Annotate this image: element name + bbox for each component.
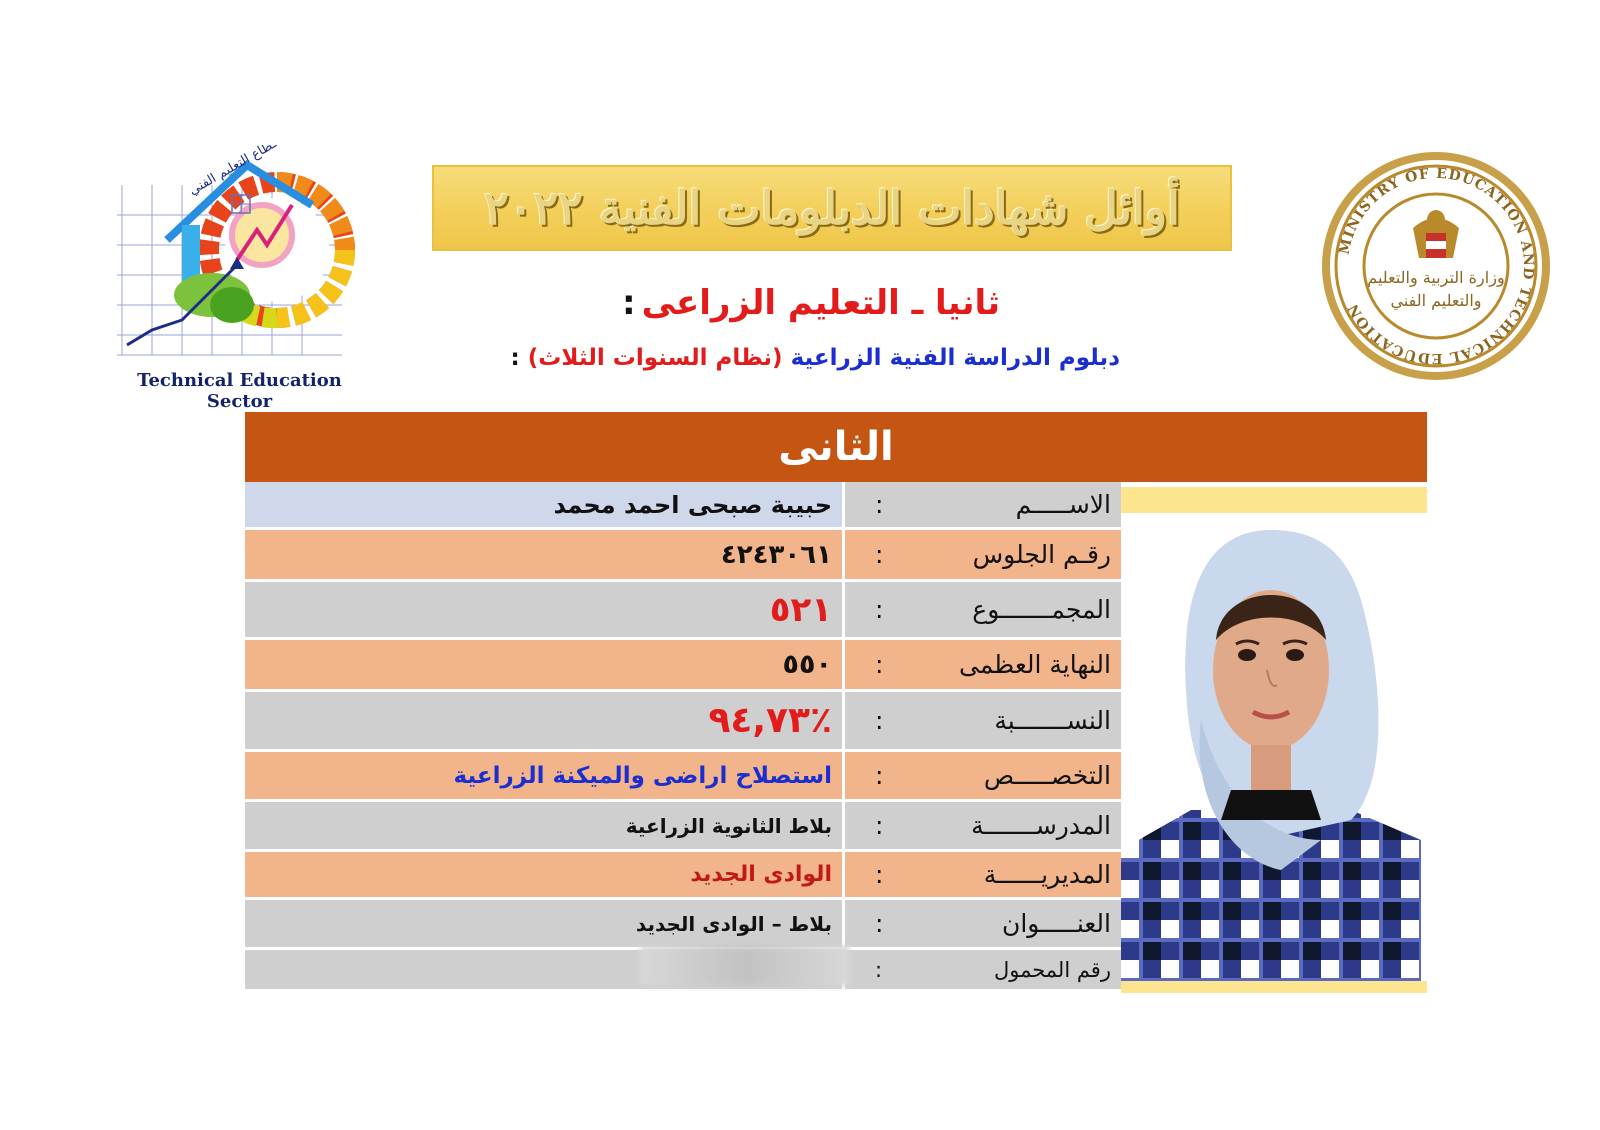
title-banner bbox=[432, 165, 1232, 251]
row-percentage bbox=[245, 692, 1121, 752]
mobile-label-cell bbox=[842, 950, 1121, 992]
seat-number-value: ٤٢٤٣٠٦١ bbox=[245, 530, 842, 582]
max-score-value: ٥٥٠ bbox=[245, 640, 842, 692]
address-label-cell bbox=[842, 900, 1121, 950]
banner-title: أوائل شهادات الدبلومات الفنية ٢٠٢٢ bbox=[484, 181, 1180, 235]
name-colon: : bbox=[875, 490, 884, 519]
subtitle-system: (نظام السنوات الثلاث) bbox=[527, 345, 783, 371]
school-label: المدرســـــــة bbox=[971, 811, 1111, 840]
row-address bbox=[245, 900, 1121, 950]
max-score-colon: : bbox=[875, 650, 884, 679]
subtitle-main: دبلوم الدراسة الفنية الزراعية bbox=[782, 345, 1120, 371]
seat-number-colon: : bbox=[875, 540, 884, 569]
directorate-label: المديريــــــة bbox=[983, 860, 1111, 889]
technical-education-sector-logo bbox=[112, 145, 367, 395]
total-value: ٥٢١ bbox=[245, 582, 842, 640]
seat-number-label-cell bbox=[842, 530, 1121, 582]
total-label-cell bbox=[842, 582, 1121, 640]
ministry-seal bbox=[1318, 148, 1554, 384]
specialization-label: التخصـــــص bbox=[983, 761, 1111, 790]
photo-top-strip bbox=[1121, 487, 1427, 513]
seat-number-label: رقـم الجلوس bbox=[972, 540, 1111, 569]
rank-label: الثانى bbox=[778, 424, 894, 470]
diploma-subtitle bbox=[480, 345, 1120, 385]
address-value: بلاط – الوادى الجديد bbox=[245, 900, 842, 950]
mobile-colon: : bbox=[875, 957, 883, 982]
sector-logo-arabic: قطاع التعليم الفني bbox=[186, 145, 281, 199]
section-title-colon: : bbox=[621, 283, 636, 323]
school-label-cell bbox=[842, 802, 1121, 852]
specialization-colon: : bbox=[875, 761, 884, 790]
seal-english-text: MINISTRY OF EDUCATION AND TECHNICAL EDUCATION bbox=[1336, 165, 1537, 367]
address-colon: : bbox=[875, 909, 884, 938]
row-directorate bbox=[245, 852, 1121, 900]
row-school bbox=[245, 802, 1121, 852]
student-photo bbox=[1121, 520, 1421, 981]
name-label-cell bbox=[842, 482, 1121, 530]
row-name bbox=[245, 482, 1121, 530]
percentage-value: ٩٤,٧٣٪ bbox=[245, 692, 842, 752]
school-colon: : bbox=[875, 811, 884, 840]
directorate-colon: : bbox=[875, 860, 884, 889]
photo-bottom-strip bbox=[1121, 981, 1427, 993]
row-seat-number bbox=[245, 530, 1121, 582]
percentage-label-cell bbox=[842, 692, 1121, 752]
max-score-label: النهاية العظمى bbox=[959, 650, 1111, 679]
percentage-colon: : bbox=[875, 706, 884, 735]
mobile-label: رقم المحمول bbox=[993, 957, 1111, 982]
row-specialization bbox=[245, 752, 1121, 802]
specialization-label-cell bbox=[842, 752, 1121, 802]
section-title bbox=[600, 283, 1000, 339]
rank-header bbox=[245, 412, 1427, 482]
row-total bbox=[245, 582, 1121, 640]
total-label: المجمـــــــوع bbox=[972, 595, 1111, 624]
max-score-label-cell bbox=[842, 640, 1121, 692]
sector-caption: Technical Education Sector bbox=[137, 370, 342, 412]
school-value: بلاط الثانوية الزراعية bbox=[245, 802, 842, 852]
percentage-label: النســـــــبة bbox=[994, 706, 1111, 735]
directorate-value: الوادى الجديد bbox=[245, 852, 842, 900]
name-label: الاســـــم bbox=[1015, 490, 1111, 519]
address-label: العنـــــوان bbox=[1001, 909, 1111, 938]
name-value: حبيبة صبحى احمد محمد bbox=[245, 482, 842, 530]
seal-arabic-line2: والتعليم الفني bbox=[1390, 291, 1482, 310]
total-colon: : bbox=[875, 595, 884, 624]
seal-arabic-line1: وزارة التربية والتعليم bbox=[1367, 268, 1505, 287]
mobile-number-redacted bbox=[640, 946, 850, 986]
specialization-value: استصلاح اراضى والميكنة الزراعية bbox=[245, 752, 842, 802]
row-max-score bbox=[245, 640, 1121, 692]
subtitle-colon: : bbox=[510, 345, 528, 371]
directorate-label-cell bbox=[842, 852, 1121, 900]
section-title-text: ثانيا ـ التعليم الزراعى bbox=[641, 283, 1000, 323]
